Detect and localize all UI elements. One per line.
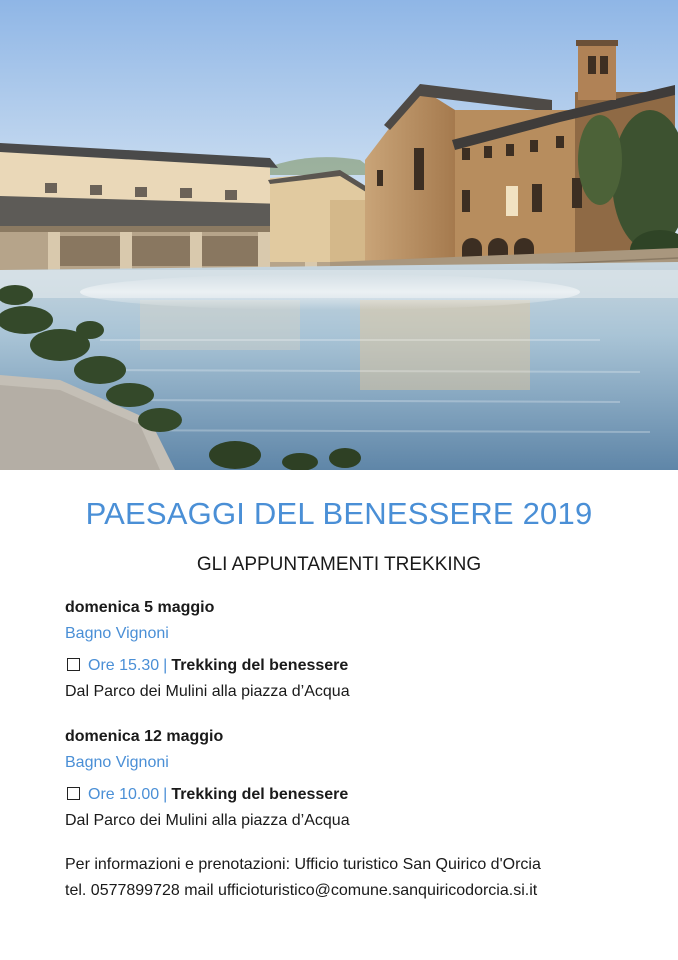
- contact-info: [65, 852, 665, 904]
- event-item: [65, 595, 645, 705]
- checkbox-icon: [67, 658, 80, 671]
- event-place: Bagno Vignoni: [65, 754, 169, 771]
- event-separator: |: [163, 786, 168, 803]
- hero-photo: [0, 0, 678, 470]
- event-route: Dal Parco dei Mulini alla piazza d’Acqua: [65, 812, 350, 829]
- info-line: Per informazioni e prenotazioni: Ufficio turistico San Quirico d'Orcia: [65, 856, 541, 873]
- event-date: domenica 5 maggio: [65, 599, 215, 616]
- event-time: Ore 10.00: [88, 786, 160, 803]
- event-activity: Trekking del benessere: [171, 657, 349, 674]
- event-date: domenica 12 maggio: [65, 728, 224, 745]
- page-subtitle: GLI APPUNTAMENTI TREKKING: [196, 554, 482, 575]
- event-time: Ore 15.30: [88, 657, 160, 674]
- event-route: Dal Parco dei Mulini alla piazza d’Acqua: [65, 683, 350, 700]
- event-separator: |: [163, 657, 168, 674]
- event-schedule: [65, 782, 645, 808]
- checkbox-icon: [67, 787, 80, 800]
- event-place: Bagno Vignoni: [65, 625, 169, 642]
- event-activity: Trekking del benessere: [171, 786, 349, 803]
- bagno-vignoni-illustration: [0, 0, 678, 470]
- event-item: [65, 724, 645, 834]
- contact-line: tel. 0577899728 mail ufficioturistico@comune.sanquiricodorcia.si.it: [65, 882, 538, 899]
- page-title: PAESAGGI DEL BENESSERE 2019: [85, 496, 593, 531]
- event-schedule: [65, 653, 645, 679]
